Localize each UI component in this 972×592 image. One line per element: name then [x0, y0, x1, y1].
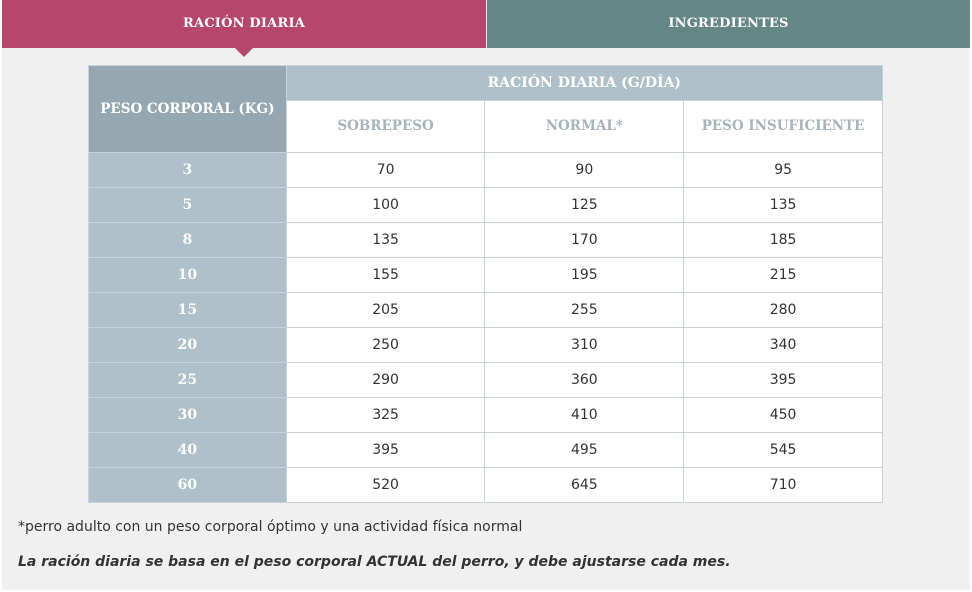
column-header-normal: NORMAL* — [485, 101, 684, 153]
ration-value-cell: 135 — [286, 223, 485, 258]
ration-value-cell: 310 — [485, 328, 684, 363]
ration-value-cell: 205 — [286, 293, 485, 328]
ration-group-header: RACIÓN DIARIA (G/DÍA) — [286, 66, 882, 101]
ration-value-cell: 255 — [485, 293, 684, 328]
kg-column-header: PESO CORPORAL (KG) — [89, 66, 287, 153]
tab-bar — [2, 0, 970, 48]
ration-value-cell: 710 — [684, 468, 883, 503]
ration-value-cell: 125 — [485, 188, 684, 223]
ration-value-cell: 135 — [684, 188, 883, 223]
ration-table-body — [89, 153, 883, 503]
ration-value-cell: 410 — [485, 398, 684, 433]
ration-value-cell: 185 — [684, 223, 883, 258]
table-row — [89, 153, 883, 188]
row-weight-cell: 30 — [89, 398, 287, 433]
ration-value-cell: 195 — [485, 258, 684, 293]
row-weight-cell: 15 — [89, 293, 287, 328]
ration-value-cell: 360 — [485, 363, 684, 398]
footnote: *perro adulto con un peso corporal óptimo y una actividad física normal — [18, 519, 523, 535]
ration-value-cell: 250 — [286, 328, 485, 363]
ration-value-cell: 290 — [286, 363, 485, 398]
ration-value-cell: 325 — [286, 398, 485, 433]
ration-table — [88, 65, 883, 503]
table-row — [89, 328, 883, 363]
ration-value-cell: 395 — [684, 363, 883, 398]
ration-value-cell: 545 — [684, 433, 883, 468]
ration-value-cell: 645 — [485, 468, 684, 503]
ration-value-cell: 155 — [286, 258, 485, 293]
tab-racion-diaria[interactable]: RACIÓN DIARIA — [2, 0, 486, 48]
page-frame — [2, 0, 970, 590]
ration-basis-note: La ración diaria se basa en el peso corporal ACTUAL del perro, y debe ajustarse cada mes. — [18, 554, 731, 570]
table-row — [89, 188, 883, 223]
ration-value-cell: 90 — [485, 153, 684, 188]
row-weight-cell: 8 — [89, 223, 287, 258]
table-row — [89, 468, 883, 503]
column-header-sobrepeso: SOBREPESO — [286, 101, 485, 153]
table-row — [89, 293, 883, 328]
ration-value-cell: 495 — [485, 433, 684, 468]
ration-value-cell: 280 — [684, 293, 883, 328]
row-weight-cell: 20 — [89, 328, 287, 363]
tab-ingredientes[interactable]: INGREDIENTES — [487, 0, 970, 48]
row-weight-cell: 40 — [89, 433, 287, 468]
ration-value-cell: 520 — [286, 468, 485, 503]
ration-value-cell: 100 — [286, 188, 485, 223]
ration-value-cell: 170 — [485, 223, 684, 258]
active-tab-indicator — [235, 48, 253, 57]
table-row — [89, 363, 883, 398]
row-weight-cell: 10 — [89, 258, 287, 293]
column-header-peso-insuficiente: PESO INSUFICIENTE — [684, 101, 883, 153]
ration-value-cell: 340 — [684, 328, 883, 363]
ration-value-cell: 95 — [684, 153, 883, 188]
table-row — [89, 258, 883, 293]
table-row — [89, 398, 883, 433]
ration-value-cell: 70 — [286, 153, 485, 188]
row-weight-cell: 3 — [89, 153, 287, 188]
table-row — [89, 223, 883, 258]
ration-value-cell: 395 — [286, 433, 485, 468]
table-row — [89, 433, 883, 468]
row-weight-cell: 25 — [89, 363, 287, 398]
ration-value-cell: 450 — [684, 398, 883, 433]
row-weight-cell: 60 — [89, 468, 287, 503]
ration-value-cell: 215 — [684, 258, 883, 293]
row-weight-cell: 5 — [89, 188, 287, 223]
